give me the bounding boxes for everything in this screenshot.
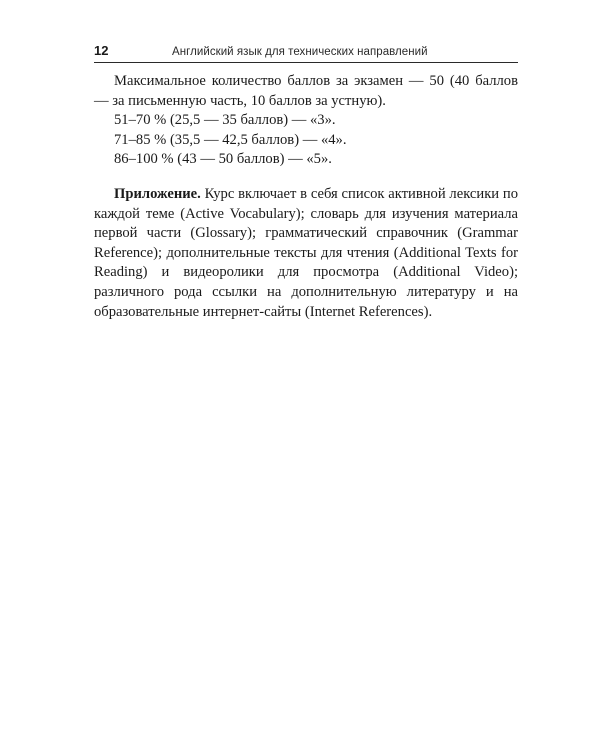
grade-3-line: 51–70 % (25,5 — 35 баллов) — «3». [114, 112, 336, 129]
appendix-paragraph [94, 185, 518, 322]
body-text [94, 72, 518, 322]
book-page [94, 43, 518, 322]
grade-5-line: 86–100 % (43 — 50 баллов) — «5». [114, 151, 332, 168]
appendix-label: Приложение. [114, 185, 201, 202]
exam-points-paragraph: Максимальное количество баллов за экзамен — 50 (40 баллов — за письменную часть, 10 баллов за устную). [94, 73, 518, 109]
grade-4-line: 71–85 % (35,5 — 42,5 баллов) — «4». [114, 131, 347, 148]
appendix-text: Курс включает в себя список активной лексики по каждой теме (Active Vocabulary); словарь для изучения материала первой части (Glossary); грамматический справочник (Grammar Reference); дополнительные тексты для чтения (Additional Texts for Reading) и видеоролики для просмотра (Additional Video); различного рода ссылки на дополнительную литературу и на образовательные интернет-сайты (Internet References). [94, 185, 518, 320]
running-title: Английский язык для технических направлений [172, 46, 428, 58]
running-header [94, 43, 518, 63]
page-number: 12 [94, 43, 109, 58]
